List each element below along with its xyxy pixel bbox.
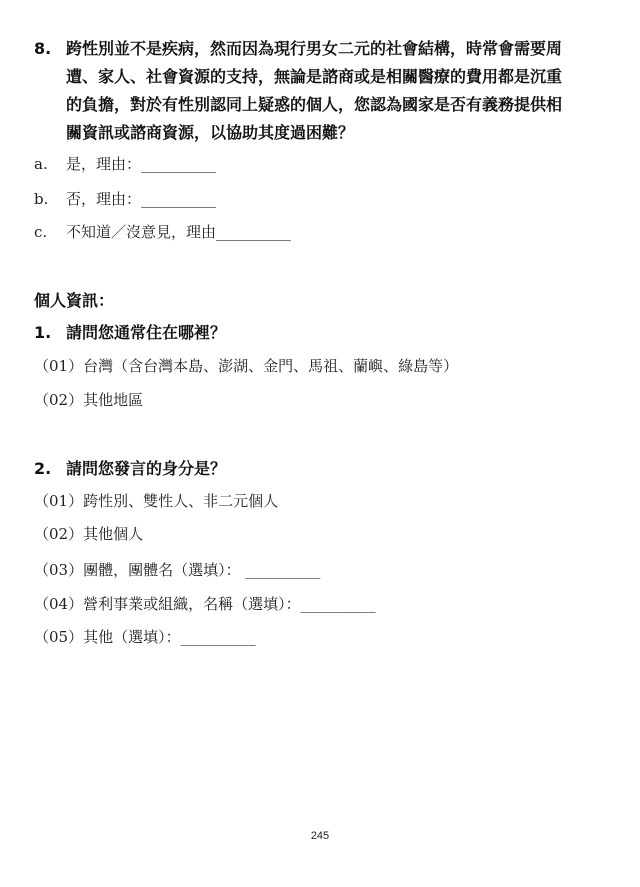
option-text: 不知道／沒意見，理由__________ — [66, 223, 292, 241]
question-8-number-line — [34, 38, 66, 60]
section-heading-personal-info: 個人資訊： — [34, 291, 115, 310]
q2-option-04: （04）營利事業或組織，名稱（選填）：__________ — [34, 595, 376, 613]
option-text: 是，理由：__________ — [66, 155, 217, 173]
question-text: 請問您通常住在哪裡？ — [66, 323, 227, 342]
option-letter: a. — [34, 155, 48, 173]
question-number: 8. — [34, 39, 52, 58]
option-letter: b. — [34, 190, 49, 208]
q2-option-02: （02）其他個人 — [34, 525, 144, 543]
option-c — [34, 222, 291, 242]
question-8-text-line-1: 跨性別並不是疾病，然而因為現行男女二元的社會結構，時常會需要周 — [66, 39, 563, 58]
q1-option-02: （02）其他地區 — [34, 391, 144, 409]
question-8-text-line-4: 關資訊或諮商資源，以協助其度過困難？ — [66, 123, 355, 142]
option-letter: c. — [34, 223, 48, 241]
question-number: 2. — [34, 459, 52, 478]
question-number: 1. — [34, 323, 52, 342]
page-number: 245 — [310, 830, 330, 842]
q2-option-01: （01）跨性別、雙性人、非二元個人 — [34, 492, 279, 510]
option-a — [34, 154, 216, 174]
question-2 — [34, 458, 226, 480]
q2-option-03: （03）團體，團體名（選填）： __________ — [34, 561, 321, 579]
question-text: 請問您發言的身分是？ — [66, 459, 227, 478]
option-text: 否，理由：__________ — [66, 190, 217, 208]
question-8-text-line-3: 的負擔，對於有性別認同上疑惑的個人，您認為國家是否有義務提供相 — [66, 95, 563, 114]
question-1 — [34, 322, 226, 344]
option-b — [34, 189, 216, 209]
q2-option-05: （05）其他（選填）：__________ — [34, 628, 256, 646]
question-8-text-line-2: 遭、家人、社會資源的支持，無論是諮商或是相關醫療的費用都是沉重 — [66, 67, 563, 86]
q1-option-01: （01）台灣（含台灣本島、澎湖、金門、馬祖、蘭嶼、綠島等） — [34, 357, 459, 375]
